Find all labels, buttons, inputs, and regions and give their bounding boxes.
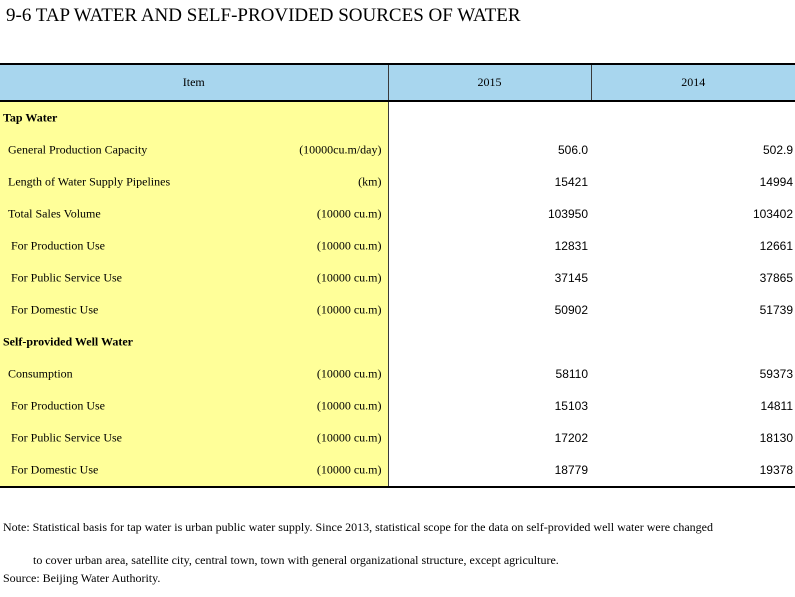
unit-label: (10000 cu.m) [316, 302, 382, 317]
value-2015: 506.0 [557, 143, 588, 157]
item-label: Total Sales Volume [8, 206, 101, 221]
item-cell [0, 166, 388, 198]
item-cell [0, 134, 388, 166]
value-2015: 37145 [554, 271, 588, 285]
value-2014: 19378 [591, 454, 795, 487]
unit-label: (10000 cu.m) [316, 366, 382, 381]
table-row [0, 358, 795, 390]
unit-label: (10000 cu.m) [316, 206, 382, 221]
item-cell [0, 326, 388, 358]
item-label: General Production Capacity [8, 142, 148, 157]
table-row [0, 390, 795, 422]
value-2014: 37865 [759, 271, 793, 285]
value-2015: 12831 [554, 239, 588, 253]
value-2015: 18779 [388, 454, 591, 487]
item-label: For Public Service Use [11, 270, 122, 285]
value-2015 [388, 101, 591, 134]
header-2015: 2015 [388, 64, 591, 101]
item-cell [0, 358, 388, 390]
header-2014: 2014 [591, 64, 795, 101]
table-row [0, 134, 795, 166]
item-cell [0, 454, 388, 487]
value-2014: 51739 [759, 303, 793, 317]
item-cell [0, 230, 388, 262]
item-label: For Production Use [11, 238, 105, 253]
item-label: Length of Water Supply Pipelines [8, 174, 171, 189]
table-row [0, 230, 795, 262]
table-row [0, 166, 795, 198]
page-title: 9-6 TAP WATER AND SELF-PROVIDED SOURCES OF WATER [6, 5, 521, 26]
value-2015: 50902 [554, 303, 588, 317]
section-label: Tap Water [3, 110, 58, 125]
value-2014 [591, 101, 795, 134]
item-cell [0, 294, 388, 326]
table-row [0, 198, 795, 230]
data-table [0, 63, 795, 488]
item-cell [0, 422, 388, 454]
item-label: For Production Use [11, 398, 105, 413]
note-line-1: Note: Statistical basis for tap water is urban public water supply. Since 2013, statistical scope for the data on self-provided well water were changed [3, 520, 714, 534]
note [3, 511, 793, 577]
value-2015: 103950 [547, 207, 588, 221]
value-2015: 15421 [554, 175, 588, 189]
value-2015 [388, 326, 591, 358]
unit-label: (10000cu.m/day) [299, 142, 382, 157]
table-row [0, 422, 795, 454]
source-note: Source: Beijing Water Authority. [3, 571, 161, 585]
value-2014: 59373 [759, 367, 793, 381]
note-line-2: to cover urban area, satellite city, central town, town with general organizational structure, except agriculture. [33, 553, 559, 567]
value-2015: 17202 [554, 431, 588, 445]
unit-label: (10000 cu.m) [316, 430, 382, 445]
unit-label: (10000 cu.m) [316, 462, 382, 477]
value-2014: 502.9 [762, 143, 793, 157]
section-label: Self-provided Well Water [3, 334, 134, 349]
header-item: Item [0, 64, 388, 101]
item-cell [0, 198, 388, 230]
table-body [0, 101, 795, 487]
value-2014: 14811 [760, 399, 793, 413]
table-header-row [0, 64, 795, 101]
item-cell [0, 262, 388, 294]
item-label: For Domestic Use [11, 462, 99, 477]
unit-label: (10000 cu.m) [316, 238, 382, 253]
table-row [0, 294, 795, 326]
value-2014: 14994 [759, 175, 793, 189]
table-row [0, 262, 795, 294]
unit-label: (km) [358, 174, 382, 189]
value-2014 [591, 326, 795, 358]
item-cell [0, 101, 388, 134]
value-2014: 18130 [759, 431, 793, 445]
item-label: Consumption [8, 366, 73, 381]
unit-label: (10000 cu.m) [316, 270, 382, 285]
section-row [0, 326, 795, 358]
value-2014: 103402 [752, 207, 793, 221]
item-label: For Domestic Use [11, 302, 99, 317]
value-2015: 15103 [554, 399, 588, 413]
section-row [0, 101, 795, 134]
value-2015: 58110 [555, 367, 588, 381]
item-label: For Public Service Use [11, 430, 122, 445]
value-2014: 12661 [759, 239, 793, 253]
table-row [0, 454, 795, 487]
item-cell [0, 390, 388, 422]
unit-label: (10000 cu.m) [316, 398, 382, 413]
